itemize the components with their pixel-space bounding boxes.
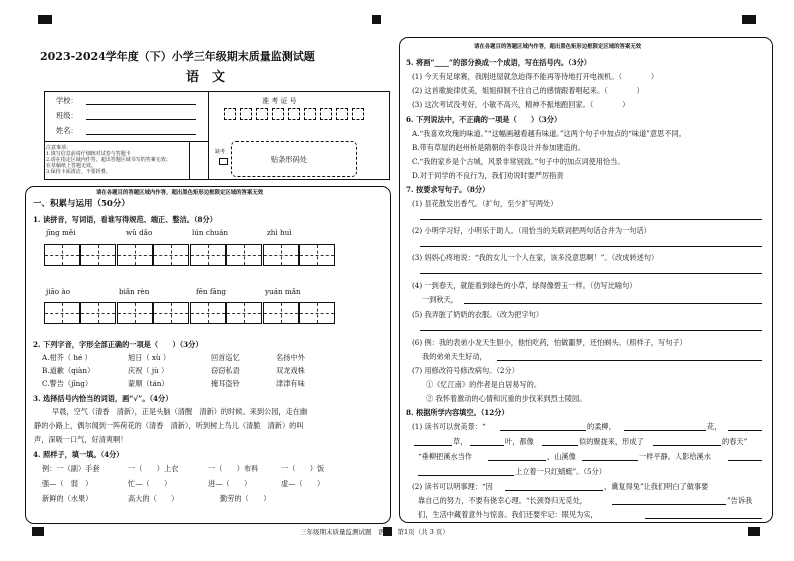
q8-text: 似的聚拢来，形成了 xyxy=(579,437,644,446)
q2-option: 津津有味 xyxy=(276,379,305,388)
q2-option: 庆祝（ jù ） xyxy=(128,366,169,375)
q8-text: 的柔柳， xyxy=(587,422,616,431)
registration-mark xyxy=(38,15,52,24)
registration-mark xyxy=(748,527,760,536)
notes-line: 在草稿纸上答题无效。 xyxy=(46,163,97,169)
q2-option: 旭日（ xù ） xyxy=(128,353,171,362)
pinyin: biǎn rèn xyxy=(119,287,150,296)
q8-text: ，山溪像 xyxy=(547,452,576,461)
q8-text: 一样平静。人影给溪水 xyxy=(639,452,711,461)
writing-grid[interactable] xyxy=(117,244,153,266)
q7-sub: ② 我怀着激动的心情和沉重的步伐来到烈士陵园。 xyxy=(426,394,587,403)
q1-stem: 1. 读拼音，写词语，看谁写得规范、端正、整洁。（8分） xyxy=(33,215,217,224)
q4-item: 高大的（ ） xyxy=(128,494,179,503)
pinyin: lún chuán xyxy=(192,228,229,237)
writing-grid[interactable] xyxy=(226,244,262,266)
q2-stem: 2. 下列字音，字形全部正确的一项是（ ）（3分） xyxy=(33,340,203,349)
q2-option: 名扬中外 xyxy=(276,353,305,362)
q6-option: B.带有草屋的赵州桥是隋朝的李春设计并参加建造的。 xyxy=(412,143,585,152)
q5-stem: 5. 将画“____”的部分换成一个成语，写在括号内。（3分） xyxy=(406,58,591,67)
notes-line: 1.填写信息前请仔细核对试卷与答题卡 xyxy=(46,151,131,157)
writing-grid[interactable] xyxy=(117,302,153,324)
exam-digit-box[interactable] xyxy=(304,108,316,120)
blank[interactable] xyxy=(728,460,762,461)
q8-text: 花， xyxy=(707,422,722,431)
divider xyxy=(208,91,209,180)
q7-item: (1) 昙花散发出香气。（扩句，至少扩写两处） xyxy=(412,199,558,208)
exam-digit-box[interactable] xyxy=(224,108,236,120)
q2-option: A.柑芥（ hé ） xyxy=(42,353,92,362)
exam-digit-box[interactable] xyxy=(256,108,268,120)
registration-mark xyxy=(742,15,756,24)
exam-digit-box[interactable] xyxy=(352,108,364,120)
class-label: 班级： xyxy=(56,111,78,120)
divider xyxy=(44,141,208,142)
name-field[interactable] xyxy=(86,134,196,135)
q5-item: (1) 今天有足球赛，我刚进屋就急迫得不能再等待地打开电视机。（ ） xyxy=(412,72,659,81)
q2-option: C.警告（jǐng） xyxy=(42,379,93,388)
warning-text: 请在各题目的答题区域内作答，超出黑色矩形边框限定区域的答案无效 xyxy=(96,190,264,196)
registration-mark xyxy=(32,527,44,536)
answer-line[interactable] xyxy=(420,219,762,220)
writing-grid[interactable] xyxy=(80,302,116,324)
q7-sub: ①《忆江南》的作者是白居易写的。 xyxy=(426,380,542,389)
subject-title: 语 文 xyxy=(186,70,226,85)
school-field[interactable] xyxy=(86,104,196,105)
writing-grid[interactable] xyxy=(299,302,335,324)
q8-text: (2) 读书可以明事理：“因 xyxy=(412,482,493,491)
q2-option: 掩耳盗铃 xyxy=(211,379,240,388)
notes-line: 2.请在指定区域内作答，超出答题区域书写的答案无效； xyxy=(46,157,171,163)
blank[interactable] xyxy=(645,518,762,519)
writing-grid[interactable] xyxy=(44,302,80,324)
q7-item: (4) 一到春天，就能看到绿色的小草，绿得像碧玉一样。（仿写比喻句） xyxy=(412,281,637,290)
pinyin: fēn fāng xyxy=(196,287,227,296)
q3-stem: 3. 选择括号内恰当的词语，画“√”。（4分） xyxy=(33,394,173,403)
q6-option: A.“我喜欢玫瑰的味道。”“这幅画越看越有味道。”这两个句子中加点的“味道”意思不同。 xyxy=(412,129,686,138)
writing-grid[interactable] xyxy=(190,302,226,324)
answer-panel-right xyxy=(399,37,773,523)
q8-text: 们，生活中藏着意外与惊喜。我们还要牢记：眼见为实， xyxy=(418,510,598,519)
q2-option: 双龙戏株 xyxy=(276,366,305,375)
q8-text: “垂柳把溪水当作 xyxy=(418,452,472,461)
q4-item: 进—（ ） xyxy=(208,479,252,488)
q7-item: (6) 例：我的表弟小龙天生胆小，他怕吃药，怕做噩梦，还怕剃头。（照样子，写句子） xyxy=(412,338,687,347)
warning-text: 请在各题目的答题区域内作答，超出黑色矩形边框限定区域的答案无效 xyxy=(474,44,642,50)
blank[interactable] xyxy=(624,430,706,431)
q5-item: (3) 这次考试没考好，小敏不高兴，精神不振地跑回家。（ ） xyxy=(412,100,630,109)
q7-item: (2) 小明学习好，小明乐于助人。（用恰当的关联词把两句话合并为一句话） xyxy=(412,226,651,235)
exam-digit-box[interactable] xyxy=(336,108,348,120)
q4-item: 一（ ）饭 xyxy=(281,464,325,473)
pinyin: wǔ dǎo xyxy=(126,228,153,237)
school-label: 学校： xyxy=(56,96,78,105)
registration-mark xyxy=(372,15,381,24)
writing-grid[interactable] xyxy=(153,302,189,324)
blank[interactable] xyxy=(418,475,514,476)
exam-number-label: 准 考 证 号 xyxy=(262,97,297,105)
pinyin: zhì huì xyxy=(267,228,292,237)
q6-stem: 6. 下列说法中，不正确的一项是（ ）（3分） xyxy=(406,115,562,124)
q5-item: (2) 这首歌旋律优美，姐姐抑制不住自己的感情跟着唱起来。（ ） xyxy=(412,86,644,95)
q2-option: 窃窃私语 xyxy=(211,366,240,375)
exam-digit-box[interactable] xyxy=(240,108,252,120)
q8-text: ，冀复得兔”让我们明白了做事要 xyxy=(604,482,709,491)
q4-item: 强—（ 弱 ） xyxy=(42,479,93,488)
writing-grid[interactable] xyxy=(153,244,189,266)
blank[interactable] xyxy=(612,504,726,505)
q4-item: 勤劳的（ ） xyxy=(220,494,271,503)
q8-text: ”告诉我 xyxy=(727,496,753,505)
answer-line[interactable] xyxy=(464,303,762,304)
writing-grid[interactable] xyxy=(80,244,116,266)
pinyin: jīng měi xyxy=(46,228,76,237)
answer-line[interactable] xyxy=(420,330,762,331)
q3-line: 静的小路上，偶尔闻到一阵荷花的（清香 清新），听到树上鸟儿（清脆 清新）的叫 xyxy=(34,421,304,430)
barcode-label: 贴条形码处 xyxy=(271,155,307,164)
q7-item: (5) 我弄脏了奶奶的衣服。（改为把字句） xyxy=(412,310,544,319)
blank[interactable] xyxy=(470,445,504,446)
absent-checkbox[interactable] xyxy=(219,158,228,165)
writing-grid[interactable] xyxy=(263,244,299,266)
writing-grid[interactable] xyxy=(263,302,299,324)
q4-item: 一（ ）布料 xyxy=(208,464,259,473)
q8-stem: 8. 根据所学内容填空。（12分） xyxy=(406,408,509,417)
q3-line: 声，深吸一口气，好清爽啊！ xyxy=(34,435,128,444)
section-heading: 一、积累与运用（50分） xyxy=(33,199,130,209)
writing-grid[interactable] xyxy=(44,244,80,266)
exam-digit-box[interactable] xyxy=(288,108,300,120)
absent-label: 缺考 xyxy=(215,149,226,155)
q8-text: 上立着一只红蜻蜓”。（5分） xyxy=(515,467,606,476)
blank[interactable] xyxy=(542,445,578,446)
exam-digit-box[interactable] xyxy=(272,108,284,120)
divider xyxy=(189,141,190,180)
page-footer: 三年级期末质量监测试题 语文 第1页（共 3 页） xyxy=(300,528,449,536)
q4-item: 忙—（ ） xyxy=(128,479,172,488)
q4-item: 一（ ）上衣 xyxy=(128,464,179,473)
q7-item: (3) 妈妈心疼地说：“我的女儿一个人在家，该多没意思啊！”。（改成转述句） xyxy=(412,253,659,262)
q4-item: 虚—（ ） xyxy=(281,479,325,488)
writing-grid[interactable] xyxy=(190,244,226,266)
notes-line: 注意事项： xyxy=(46,145,72,151)
blank[interactable] xyxy=(500,430,586,431)
exam-digit-box[interactable] xyxy=(320,108,332,120)
q7-stem: 7. 按要求写句子。（8分） xyxy=(406,185,490,194)
blank[interactable] xyxy=(505,490,603,491)
answer-line[interactable] xyxy=(497,360,762,361)
q8-text: (1) 读书可以赏美景：“ xyxy=(412,422,486,431)
writing-grid[interactable] xyxy=(226,302,262,324)
q7-item: (7) 用修改符号修改病句。（2分） xyxy=(412,366,519,375)
q4-item: 新鲜的（水果） xyxy=(42,494,93,503)
answer-line[interactable] xyxy=(420,273,762,274)
q4-item: 例：一（副）手套 xyxy=(42,464,100,473)
q6-option: C.“我的家乡是个古城，风景非常别致。”句子中的加点词使用恰当。 xyxy=(412,157,625,166)
q8-text: 的春天” xyxy=(722,437,748,446)
q8-text: 叶，都像 xyxy=(505,437,534,446)
page-title: 2023-2024学年度（下）小学三年级期末质量监测试题 xyxy=(40,50,315,63)
blank[interactable] xyxy=(582,460,638,461)
q4-stem: 4. 照样子，填一填。（4分） xyxy=(33,450,124,459)
blank[interactable] xyxy=(488,460,546,461)
q8-text: 草， xyxy=(453,437,468,446)
pinyin: yuán mǎn xyxy=(265,287,301,296)
q2-option: B.道歉（qiàn） xyxy=(42,366,95,375)
pinyin: jiāo ào xyxy=(46,287,71,296)
q8-text: 靠自己的努力，不要有侥幸心理。“长颈脊归无觅处， xyxy=(418,496,587,505)
notes-line: 3.保持卡面清洁，不要折叠。 xyxy=(46,169,111,175)
q3-line: 早晨，空气（清香 清新），正是头脑（清醒 清新）的时候。来到公园，走在幽 xyxy=(52,407,308,416)
blank[interactable] xyxy=(414,445,452,446)
q7-prompt: 一到秋天， xyxy=(422,295,458,304)
q2-option: 蒙顺（tán） xyxy=(128,379,169,388)
class-field[interactable] xyxy=(86,119,196,120)
q7-prompt: 我的弟弟天生好动， xyxy=(422,352,487,361)
name-label: 姓名： xyxy=(56,126,78,135)
blank[interactable] xyxy=(728,430,762,431)
q2-option: 回首巡忆 xyxy=(211,353,240,362)
blank[interactable] xyxy=(653,445,721,446)
q6-option: D.对于同学的不良行为，我们劝说时要严厉指责 xyxy=(412,171,564,180)
writing-grid[interactable] xyxy=(299,244,335,266)
answer-line[interactable] xyxy=(420,246,762,247)
